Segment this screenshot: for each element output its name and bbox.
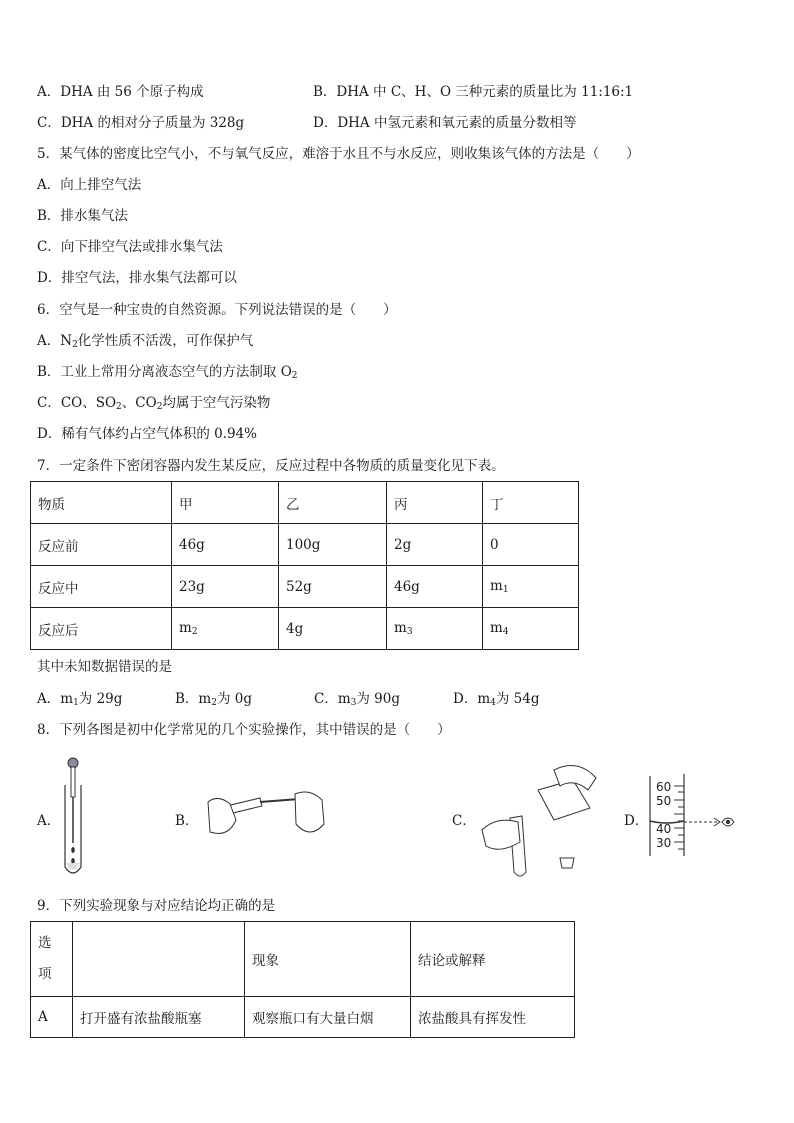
q8-label-c: C．	[452, 813, 476, 829]
q7-option-c: C．$m_3$为 90g	[314, 691, 400, 708]
q8-label-a: A．	[37, 813, 61, 829]
cylinder-tick-30: 30	[656, 836, 672, 850]
q7-option-a: A．$m_1$为 29g	[37, 691, 123, 708]
q7-option-b: B．$m_2$为 0g	[175, 691, 252, 708]
table-cell	[73, 922, 245, 997]
q6-option-d: D．稀有气体约占空气体积的 0.94%	[37, 426, 258, 442]
table-cell: 打开盛有浓盐酸瓶塞	[73, 997, 245, 1038]
table-cell: 100g	[279, 524, 387, 566]
q4-option-d: D．DHA 中氢元素和氧元素的质量分数相等	[313, 115, 577, 131]
table-cell: A	[31, 997, 73, 1038]
table-row	[31, 997, 575, 1038]
table-cell: 浓盐酸具有挥发性	[411, 997, 575, 1038]
q5-option-c: C．向下排空气法或排水集气法	[37, 239, 223, 255]
q9-table	[30, 921, 575, 1038]
q6-option-b: B．工业上常用分离液态空气的方法制取 $O_2$	[37, 364, 298, 381]
dropper-in-test-tube-figure	[60, 755, 90, 880]
table-row	[31, 566, 579, 608]
table-cell: 乙	[279, 482, 387, 524]
q8-label-b: B．	[175, 813, 199, 829]
cylinder-tick-60: 60	[656, 780, 672, 794]
q6-option-a: A．$N_2$化学性质不活泼，可作保护气	[37, 333, 254, 350]
q5-option-a: A．向上排空气法	[37, 177, 142, 193]
table-cell: 现象	[245, 922, 411, 997]
table-cell: 丁	[483, 482, 579, 524]
q5-option-d: D．排空气法，排水集气法都可以	[37, 270, 237, 286]
q9-stem: 9．下列实验现象与对应结论均正确的是	[37, 898, 276, 914]
table-cell: 选 项	[31, 922, 73, 997]
q8-label-d: D．	[624, 813, 649, 829]
q5-stem: 5．某气体的密度比空气小，不与氧气反应，难溶于水且不与水反应，则收集该气体的方法是（ ）	[37, 146, 640, 162]
table-row	[31, 524, 579, 566]
table-cell: $m_4$	[483, 608, 579, 650]
q7-option-d: D．$m_4$为 54g	[453, 691, 540, 708]
table-row	[31, 608, 579, 650]
q4-option-c: C．DHA 的相对分子质量为 328g	[37, 115, 245, 131]
table-cell: 52g	[279, 566, 387, 608]
table-cell: 46g	[387, 566, 483, 608]
table-cell: 2g	[387, 524, 483, 566]
table-cell: 0	[483, 524, 579, 566]
table-cell: 反应前	[31, 524, 172, 566]
q4-option-a: A．DHA 由 56 个原子构成	[37, 84, 204, 100]
table-cell: 4g	[279, 608, 387, 650]
table-cell: $m_3$	[387, 608, 483, 650]
table-cell: 丙	[387, 482, 483, 524]
cylinder-tick-50: 50	[656, 794, 672, 808]
table-cell: 观察瓶口有大量白烟	[245, 997, 411, 1038]
hands-holding-test-tube-figure	[200, 780, 330, 842]
q6-option-c: C．CO、$SO_2$、$CO_2$均属于空气污染物	[37, 395, 271, 412]
table-cell: 46g	[172, 524, 279, 566]
graduated-cylinder-figure	[648, 772, 738, 860]
q7-question: 其中未知数据错误的是	[37, 659, 172, 675]
cylinder-tick-marks	[674, 786, 684, 849]
q7-table	[30, 481, 579, 650]
q7-stem: 7．一定条件下密闭容器内发生某反应，反应过程中各物质的质量变化见下表。	[37, 458, 505, 474]
q8-stem: 8．下列各图是初中化学常见的几个实验操作，其中错误的是（ ）	[37, 722, 451, 738]
table-cell: $m_2$	[172, 608, 279, 650]
table-cell: 结论或解释	[411, 922, 575, 997]
q6-stem: 6．空气是一种宝贵的自然资源。下列说法错误的是（ ）	[37, 302, 397, 318]
table-row	[31, 922, 575, 997]
table-cell: 甲	[172, 482, 279, 524]
table-cell: 23g	[172, 566, 279, 608]
q4-option-b: B．DHA 中 C、H、O 三种元素的质量比为 11:16:1	[313, 84, 634, 100]
pouring-liquid-figure	[478, 760, 603, 880]
q5-option-b: B．排水集气法	[37, 208, 128, 224]
table-cell: 反应中	[31, 566, 172, 608]
table-cell: 物质	[31, 482, 172, 524]
eye-icon	[722, 818, 734, 826]
cylinder-tick-40: 40	[656, 822, 672, 836]
table-row	[31, 482, 579, 524]
table-cell: $m_1$	[483, 566, 579, 608]
table-cell: 反应后	[31, 608, 172, 650]
